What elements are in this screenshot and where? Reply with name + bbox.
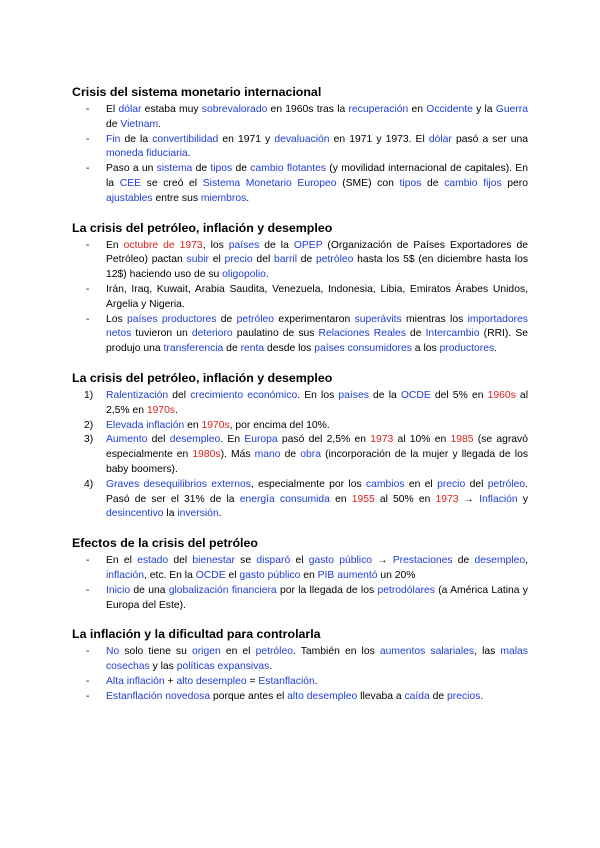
item-text: En el estado del bienestar se disparó el gasto público → Prestaciones de desempleo, inflación, etc. En la OCDE el gasto público en PIB aumentó un 20%	[106, 555, 528, 581]
list-item: - Irán, Iraq, Kuwait, Arabia Saudita, Venezuela, Indonesia, Libia, Emiratos Árabes Unidos, Argelia y Nigeria.	[86, 283, 528, 310]
item-text: No solo tiene su origen en el petróleo. También en los aumentos salariales, las malas cosechas y las políticas expansivas.	[106, 646, 528, 673]
item-text: Aumento del desempleo. En Europa pasó del 2,5% en 1973 al 10% en 1985 (se agravó especialmente en 1980s). Más mano de obra (incorporación de la mujer y llegada de los baby boomers).	[106, 434, 529, 475]
section-title: Efectos de la crisis del petróleo	[72, 536, 258, 551]
list-item: - Inicio de una globalización financiera por la llegada de los petrodólares (a América Latina y Europa del Este).	[86, 584, 528, 611]
item-text: Ralentización del crecimiento económico. En los países de la OCDE del 5% en 1960s al 2,5% en 1970s.	[106, 389, 528, 416]
item-text: El dólar estaba muy sobrevalorado en 1960s tras la recuperación en Occidente y la Guerra de Vietnam.	[106, 104, 528, 130]
section-efectos-crisis	[72, 535, 528, 613]
list-item: 1) Ralentización del crecimiento económico. En los países de la OCDE del 5% en 1960s al 2,5% en 1970s.	[84, 389, 528, 416]
list-item: - En el estado del bienestar se disparó el gasto público → Prestaciones de desempleo, inflación, etc. En la OCDE el gasto público en PIB aumentó un 20%	[86, 555, 528, 581]
section-crisis-petroleo	[72, 220, 528, 357]
item-text: Irán, Iraq, Kuwait, Arabia Saudita, Venezuela, Indonesia, Libia, Emiratos Árabes Unidos, Argelia y Nigeria.	[106, 283, 528, 310]
document-page	[72, 84, 528, 718]
list-item: - El dólar estaba muy sobrevalorado en 1960s tras la recuperación en Occidente y la Guerra de Vietnam.	[86, 104, 528, 130]
list-item: - No solo tiene su origen en el petróleo. También en los aumentos salariales, las malas cosechas y las políticas expansivas.	[86, 646, 528, 673]
item-text: Fin de la convertibilidad en 1971 y devaluación en 1971 y 1973. El dólar pasó a ser una moneda fiduciaria.	[106, 133, 529, 160]
section-title: La crisis del petróleo, inflación y desempleo	[72, 220, 333, 235]
list-item: 3) Aumento del desempleo. En Europa pasó del 2,5% en 1973 al 10% en 1985 (se agravó especialmente en 1980s). Más mano de obra (incorporación de la mujer y llegada de los baby boomers).	[84, 434, 529, 475]
item-text: Los países productores de petróleo experimentaron superávits mientras los importadores netos tuvieron un deterioro paulatino de sus Relaciones Reales de Intercambio (RRI). Se produjo una transferencia de renta desde los países consumidores a los productores.	[106, 313, 528, 355]
list-item: - Los países productores de petróleo experimentaron superávits mientras los importadores netos tuvieron un deterioro paulatino de sus Relaciones Reales de Intercambio (RRI). Se produjo una transferencia de renta desde los países consumidores a los productores.	[86, 313, 528, 355]
section-crisis-petroleo-consecuencias	[72, 370, 528, 522]
item-text: Elevada inflación en 1970s, por encima del 10%.	[106, 419, 330, 431]
list-item: - Paso a un sistema de tipos de cambio flotantes (y movilidad internacional de capitales). En la CEE se creó el Sistema Monetario Europeo (SME) con tipos de cambio fijos pero ajustables entre sus miembros.	[86, 163, 528, 204]
item-text: Estanflación novedosa porque antes el alto desempleo llevaba a caída de precios.	[106, 690, 484, 702]
item-text: En octubre de 1973, los países de la OPEP (Organización de Países Exportadores de Petróleo) pactan subir el precio del barril de petróleo hasta los 5$ (en diciembre hasta los 12$) haciendo uso de su oligopolio.	[106, 239, 528, 281]
item-text: Alta inflación + alto desempleo = Estanflación.	[106, 675, 318, 687]
list-item: - En octubre de 1973, los países de la OPEP (Organización de Países Exportadores de Petróleo) pactan subir el precio del barril de petróleo hasta los 5$ (en diciembre hasta los 12$) haciendo uso de su oligopolio.	[86, 239, 528, 281]
item-text: Inicio de una globalización financiera por la llegada de los petrodólares (a América Latina y Europa del Este).	[106, 584, 528, 611]
item-text: Graves desequilibrios externos, especialmente por los cambios en el precio del petróleo. Pasó de ser el 31% de la energía consumida en 1955 al 50% en 1973 → Inflación y desincentivo la inversión.	[106, 478, 528, 520]
list-item: - Alta inflación + alto desempleo = Estanflación.	[86, 675, 318, 687]
section-title: La crisis del petróleo, inflación y desempleo	[72, 370, 333, 385]
item-text: Paso a un sistema de tipos de cambio flotantes (y movilidad internacional de capitales). En la CEE se creó el Sistema Monetario Europeo (SME) con tipos de cambio fijos pero ajustables entre sus miembros.	[106, 163, 528, 204]
list-item: - Estanflación novedosa porque antes el alto desempleo llevaba a caída de precios.	[86, 690, 484, 702]
section-crisis-monetaria	[72, 84, 528, 207]
list-item: 4) Graves desequilibrios externos, especialmente por los cambios en el precio del petróleo. Pasó de ser el 31% de la energía consumida en 1955 al 50% en 1973 → Inflación y desincentivo la inversión.	[84, 478, 528, 520]
section-inflacion	[72, 626, 528, 704]
list-item: 2) Elevada inflación en 1970s, por encima del 10%.	[84, 419, 330, 431]
section-title: La inflación y la dificultad para controlarla	[72, 627, 321, 642]
section-title: Crisis del sistema monetario internacional	[72, 85, 322, 99]
list-item: - Fin de la convertibilidad en 1971 y devaluación en 1971 y 1973. El dólar pasó a ser una moneda fiduciaria.	[86, 133, 529, 160]
